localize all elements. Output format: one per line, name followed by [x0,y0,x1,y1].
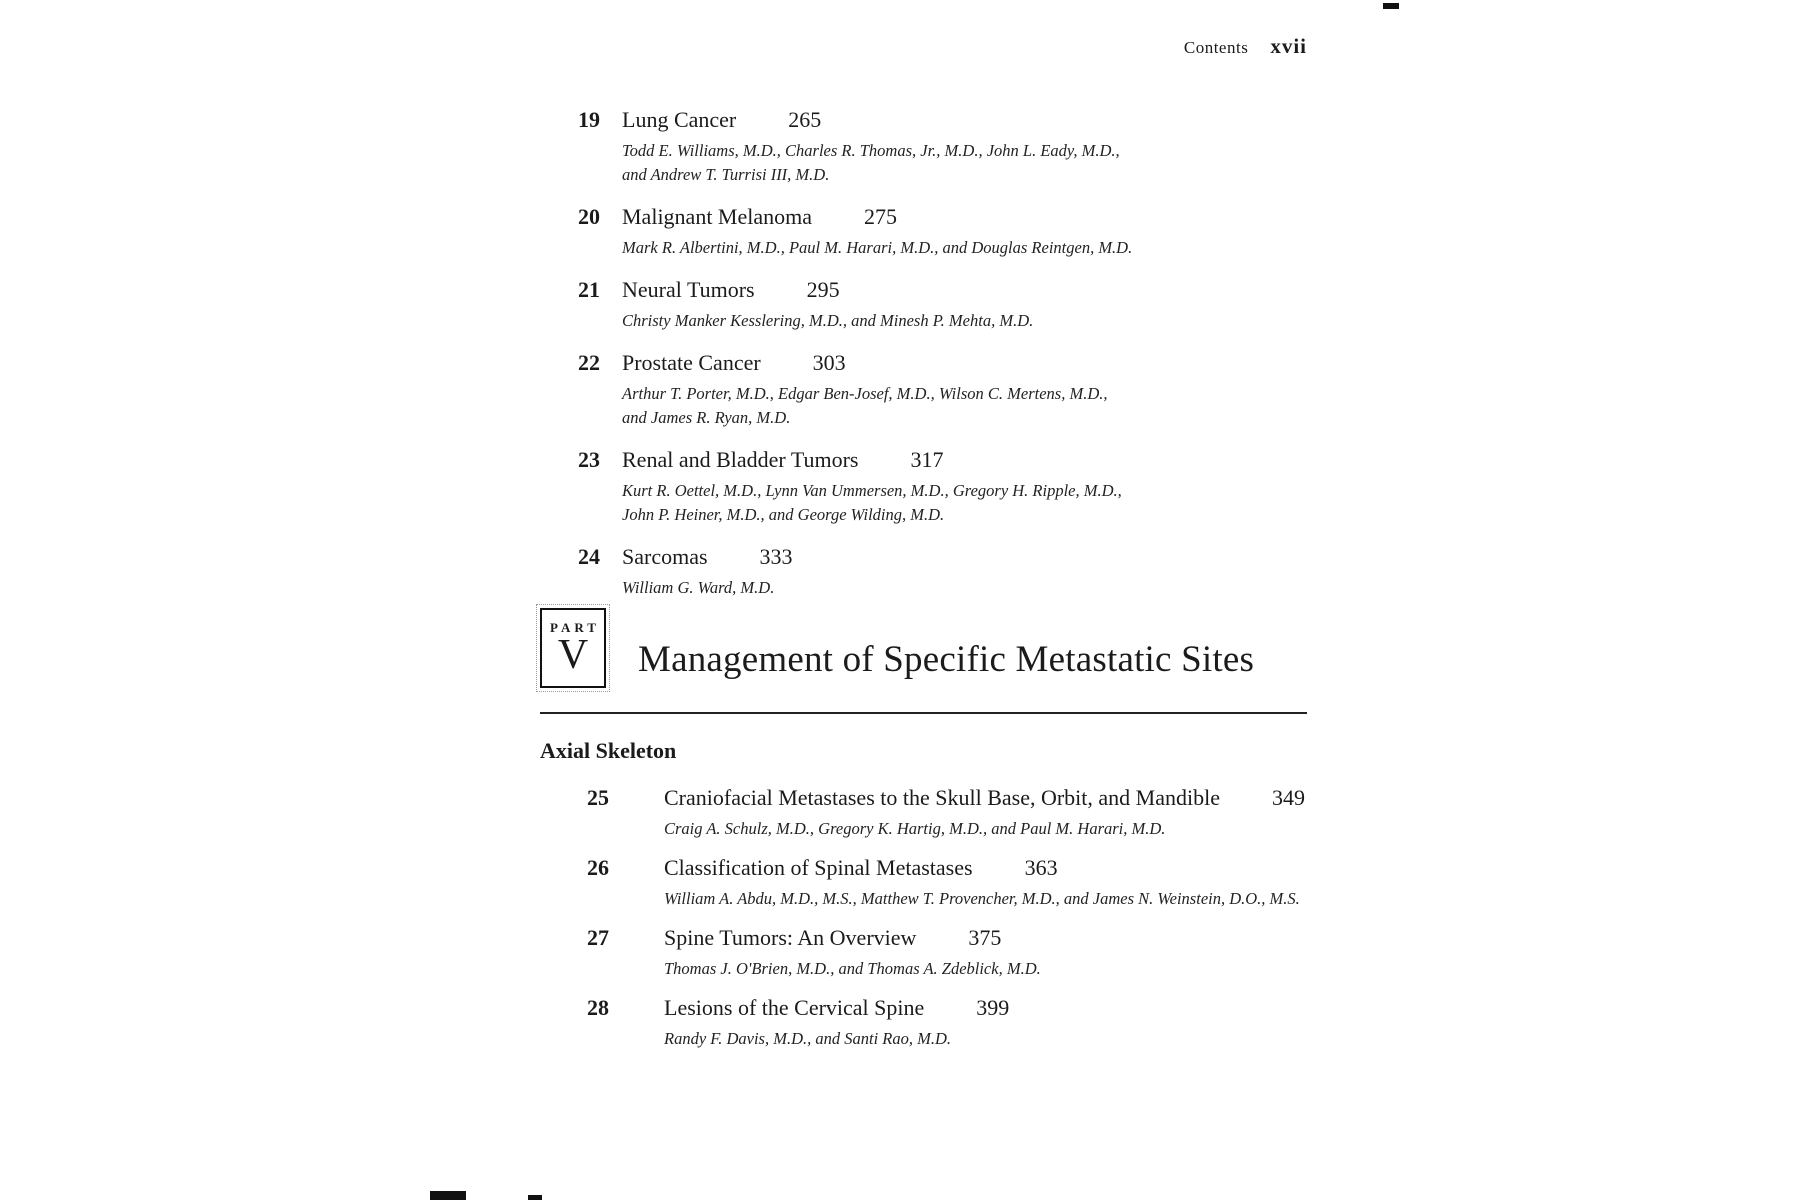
chapter-page: 303 [812,350,846,375]
scan-artifact-top-right [1383,3,1399,9]
running-head [0,34,1307,59]
chapter-number: 22 [578,350,600,375]
toc-entry-20 [540,201,1380,260]
author-line: Todd E. Williams, M.D., Charles R. Thomas, Jr., M.D., John L. Eady, M.D., [622,141,1120,160]
author-line: Christy Manker Kesslering, M.D., and Minesh P. Mehta, M.D. [622,311,1034,330]
chapter-authors [664,817,1380,841]
chapter-authors [622,139,1380,187]
toc-entry-27 [540,922,1380,981]
chapter-authors [622,309,1380,333]
chapter-number: 26 [587,855,609,880]
toc-entry-23 [540,444,1380,527]
chapter-authors [622,576,1380,600]
part-banner [540,608,1254,688]
chapter-number: 24 [578,544,600,569]
chapter-authors [622,382,1380,430]
author-line: William G. Ward, M.D. [622,578,775,597]
author-line: Thomas J. O'Brien, M.D., and Thomas A. Zdeblick, M.D. [664,959,1041,978]
toc-entry-21 [540,274,1380,333]
running-head-label: Contents [1183,38,1249,57]
chapter-number: 20 [578,204,600,229]
chapter-number: 25 [587,785,609,810]
toc-entry-19 [540,104,1380,187]
chapter-number: 23 [578,447,600,472]
part-divider-rule [540,712,1307,714]
chapter-authors [664,957,1380,981]
chapter-title: Malignant Melanoma [622,204,813,229]
toc-entry-24 [540,541,1380,600]
chapter-authors [664,1027,1380,1051]
toc-entry-22 [540,347,1380,430]
chapter-page: 317 [910,447,944,472]
chapter-page: 275 [864,204,898,229]
chapter-title: Sarcomas [622,544,708,569]
scan-artifact-bottom-left-2 [528,1195,542,1200]
chapter-number: 19 [578,107,600,132]
author-line: John P. Heiner, M.D., and George Wilding, M.D. [622,505,945,524]
toc-entry-28 [540,992,1380,1051]
chapter-page: 265 [788,107,822,132]
author-line: Arthur T. Porter, M.D., Edgar Ben-Josef, M.D., Wilson C. Mertens, M.D., [622,384,1108,403]
chapter-authors [664,887,1380,911]
section-heading: Axial Skeleton [540,738,677,763]
scan-artifact-bottom-left-1 [430,1191,466,1200]
toc-entry-25 [540,782,1380,841]
page-number-roman: xvii [1270,34,1307,58]
chapter-title: Lung Cancer [622,107,737,132]
chapter-title: Prostate Cancer [622,350,761,375]
chapter-page: 375 [968,925,1002,950]
chapter-page: 399 [976,995,1010,1020]
chapter-authors [622,479,1380,527]
author-line: Kurt R. Oettel, M.D., Lynn Van Ummersen, M.D., Gregory H. Ripple, M.D., [622,481,1122,500]
author-line: Craig A. Schulz, M.D., Gregory K. Hartig, M.D., and Paul M. Harari, M.D. [664,819,1166,838]
author-line: and Andrew T. Turrisi III, M.D. [622,165,830,184]
author-line: William A. Abdu, M.D., M.S., Matthew T. Provencher, M.D., and James N. Weinstein, D.O., M.S. [664,889,1300,908]
author-line: Randy F. Davis, M.D., and Santi Rao, M.D. [664,1029,952,1048]
chapter-page: 363 [1024,855,1058,880]
toc-list-part4 [540,104,1380,614]
chapter-title: Classification of Spinal Metastases [664,855,973,880]
chapter-title: Lesions of the Cervical Spine [664,995,925,1020]
chapter-number: 21 [578,277,600,302]
chapter-title: Renal and Bladder Tumors [622,447,859,472]
chapter-page: 295 [806,277,840,302]
chapter-authors [622,236,1380,260]
toc-entry-26 [540,852,1380,911]
part-numeral: V [557,632,589,678]
author-line: Mark R. Albertini, M.D., Paul M. Harari, M.D., and Douglas Reintgen, M.D. [622,238,1133,257]
chapter-title: Neural Tumors [622,277,755,302]
chapter-number: 28 [587,995,609,1020]
author-line: and James R. Ryan, M.D. [622,408,791,427]
chapter-number: 27 [587,925,609,950]
chapter-page: 333 [759,544,793,569]
chapter-title: Craniofacial Metastases to the Skull Base, Orbit, and Mandible [664,785,1220,810]
part-title: Management of Specific Metastatic Sites [638,639,1255,680]
part-label: PART [550,620,600,635]
toc-list-part5 [540,782,1380,1062]
part-number-box [540,608,606,688]
chapter-page: 349 [1271,785,1305,810]
chapter-title: Spine Tumors: An Overview [664,925,917,950]
